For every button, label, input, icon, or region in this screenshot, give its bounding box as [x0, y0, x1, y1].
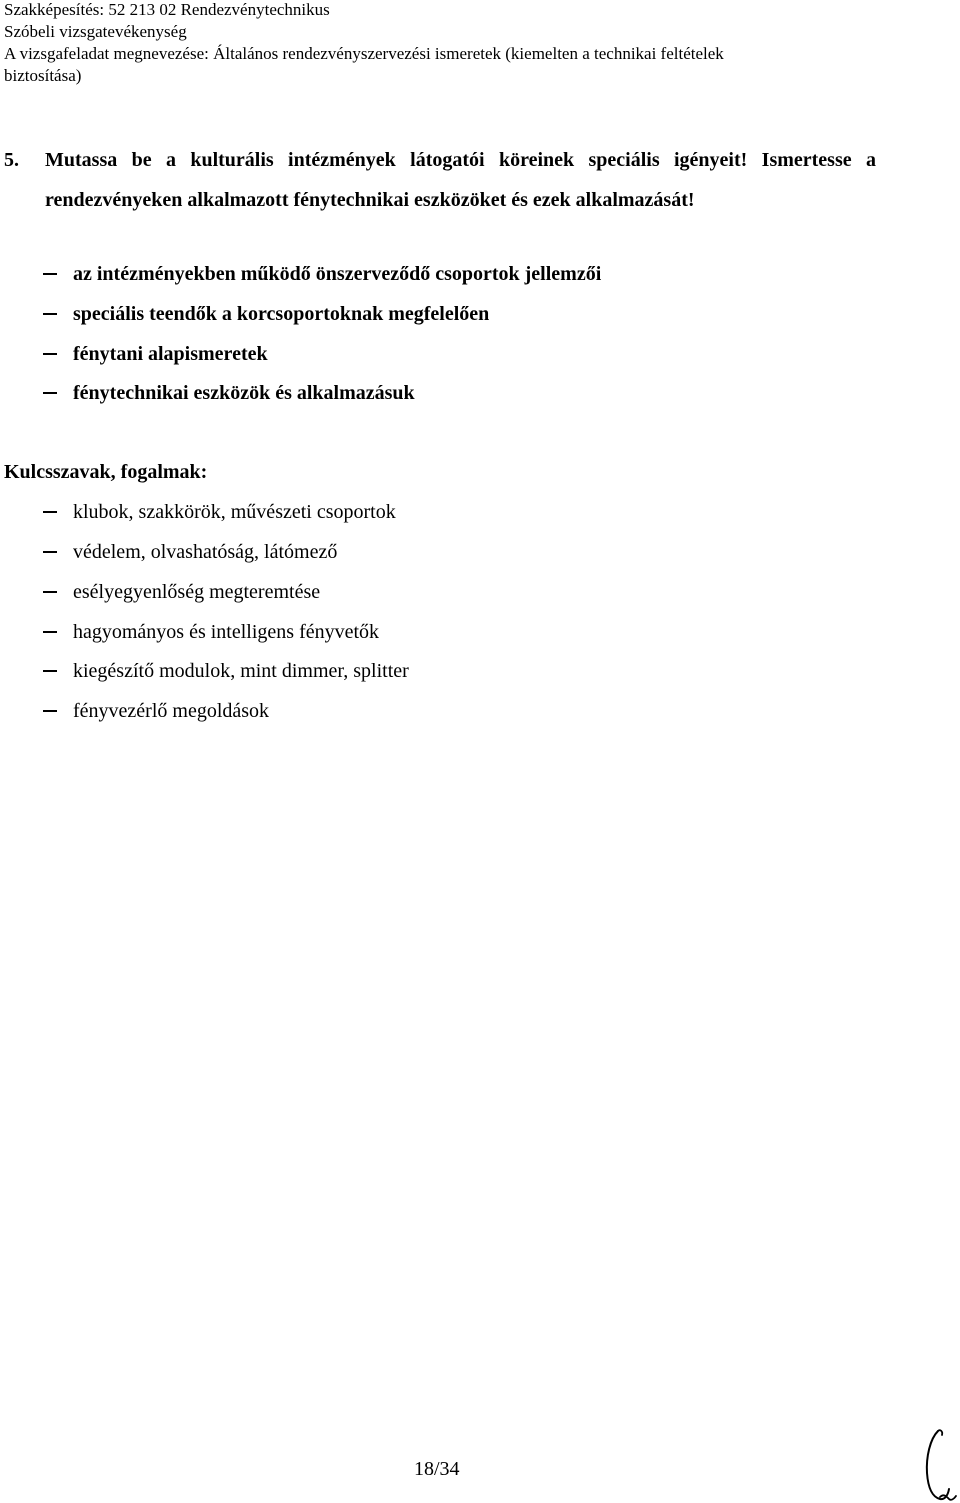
- keywords-heading: Kulcsszavak, fogalmak:: [4, 461, 208, 483]
- keyword-item: [43, 540, 337, 564]
- page-number: 18/34: [414, 1458, 460, 1480]
- header-exam-task-name: A vizsgafeladat megnevezése: Általános rendezvényszervezési ismeretek (kiemelten a technikai feltételek: [4, 44, 724, 63]
- keyword-text: esélyegyenlőség megteremtése: [73, 581, 321, 603]
- keyword-item: [43, 580, 320, 604]
- task-point-text: speciális teendők a korcsoportoknak megfelelően: [73, 303, 490, 325]
- keyword-text: hagyományos és intelligens fényvetők: [73, 621, 380, 643]
- keyword-text: kiegészítő modulok, mint dimmer, splitter: [73, 660, 409, 682]
- task-statement: [4, 140, 876, 220]
- keyword-text: klubok, szakkörök, művészeti csoportok: [73, 501, 396, 523]
- dash-icon: [43, 353, 57, 355]
- task-point-text: az intézményekben működő önszerveződő csoportok jellemzői: [73, 263, 602, 285]
- task-point-text: fénytechnikai eszközök és alkalmazásuk: [73, 382, 415, 404]
- task-point: [43, 302, 489, 326]
- dash-icon: [43, 631, 57, 633]
- keyword-item: [43, 699, 269, 723]
- dash-icon: [43, 273, 57, 275]
- keyword-item: [43, 620, 379, 644]
- header-qualification: Szakképesítés: 52 213 02 Rendezvénytechnikus: [4, 0, 330, 19]
- dash-icon: [43, 313, 57, 315]
- task-point: [43, 262, 601, 286]
- task-point: [43, 381, 415, 405]
- task-text: Mutassa be a kulturális intézmények látogatói köreinek speciális igényeit! Ismertesse a rendezvényeken alkalmazott fénytechnikai eszközöket és ezek alkalmazását!: [45, 149, 876, 211]
- keyword-item: [43, 659, 409, 683]
- dash-icon: [43, 392, 57, 394]
- header-exam-type: Szóbeli vizsgatevékenység: [4, 22, 187, 41]
- dash-icon: [43, 710, 57, 712]
- dash-icon: [43, 591, 57, 593]
- header-exam-task-name-continued: biztosítása): [4, 66, 82, 85]
- keyword-text: fényvezérlő megoldások: [73, 700, 270, 722]
- dash-icon: [43, 551, 57, 553]
- task-point: [43, 342, 268, 366]
- task-point-text: fénytani alapismeretek: [73, 343, 268, 365]
- task-number: 5.: [4, 149, 19, 171]
- keyword-text: védelem, olvashatóság, látómező: [73, 541, 338, 563]
- dash-icon: [43, 511, 57, 513]
- signature-mark: [918, 1425, 958, 1503]
- keyword-item: [43, 500, 396, 524]
- dash-icon: [43, 670, 57, 672]
